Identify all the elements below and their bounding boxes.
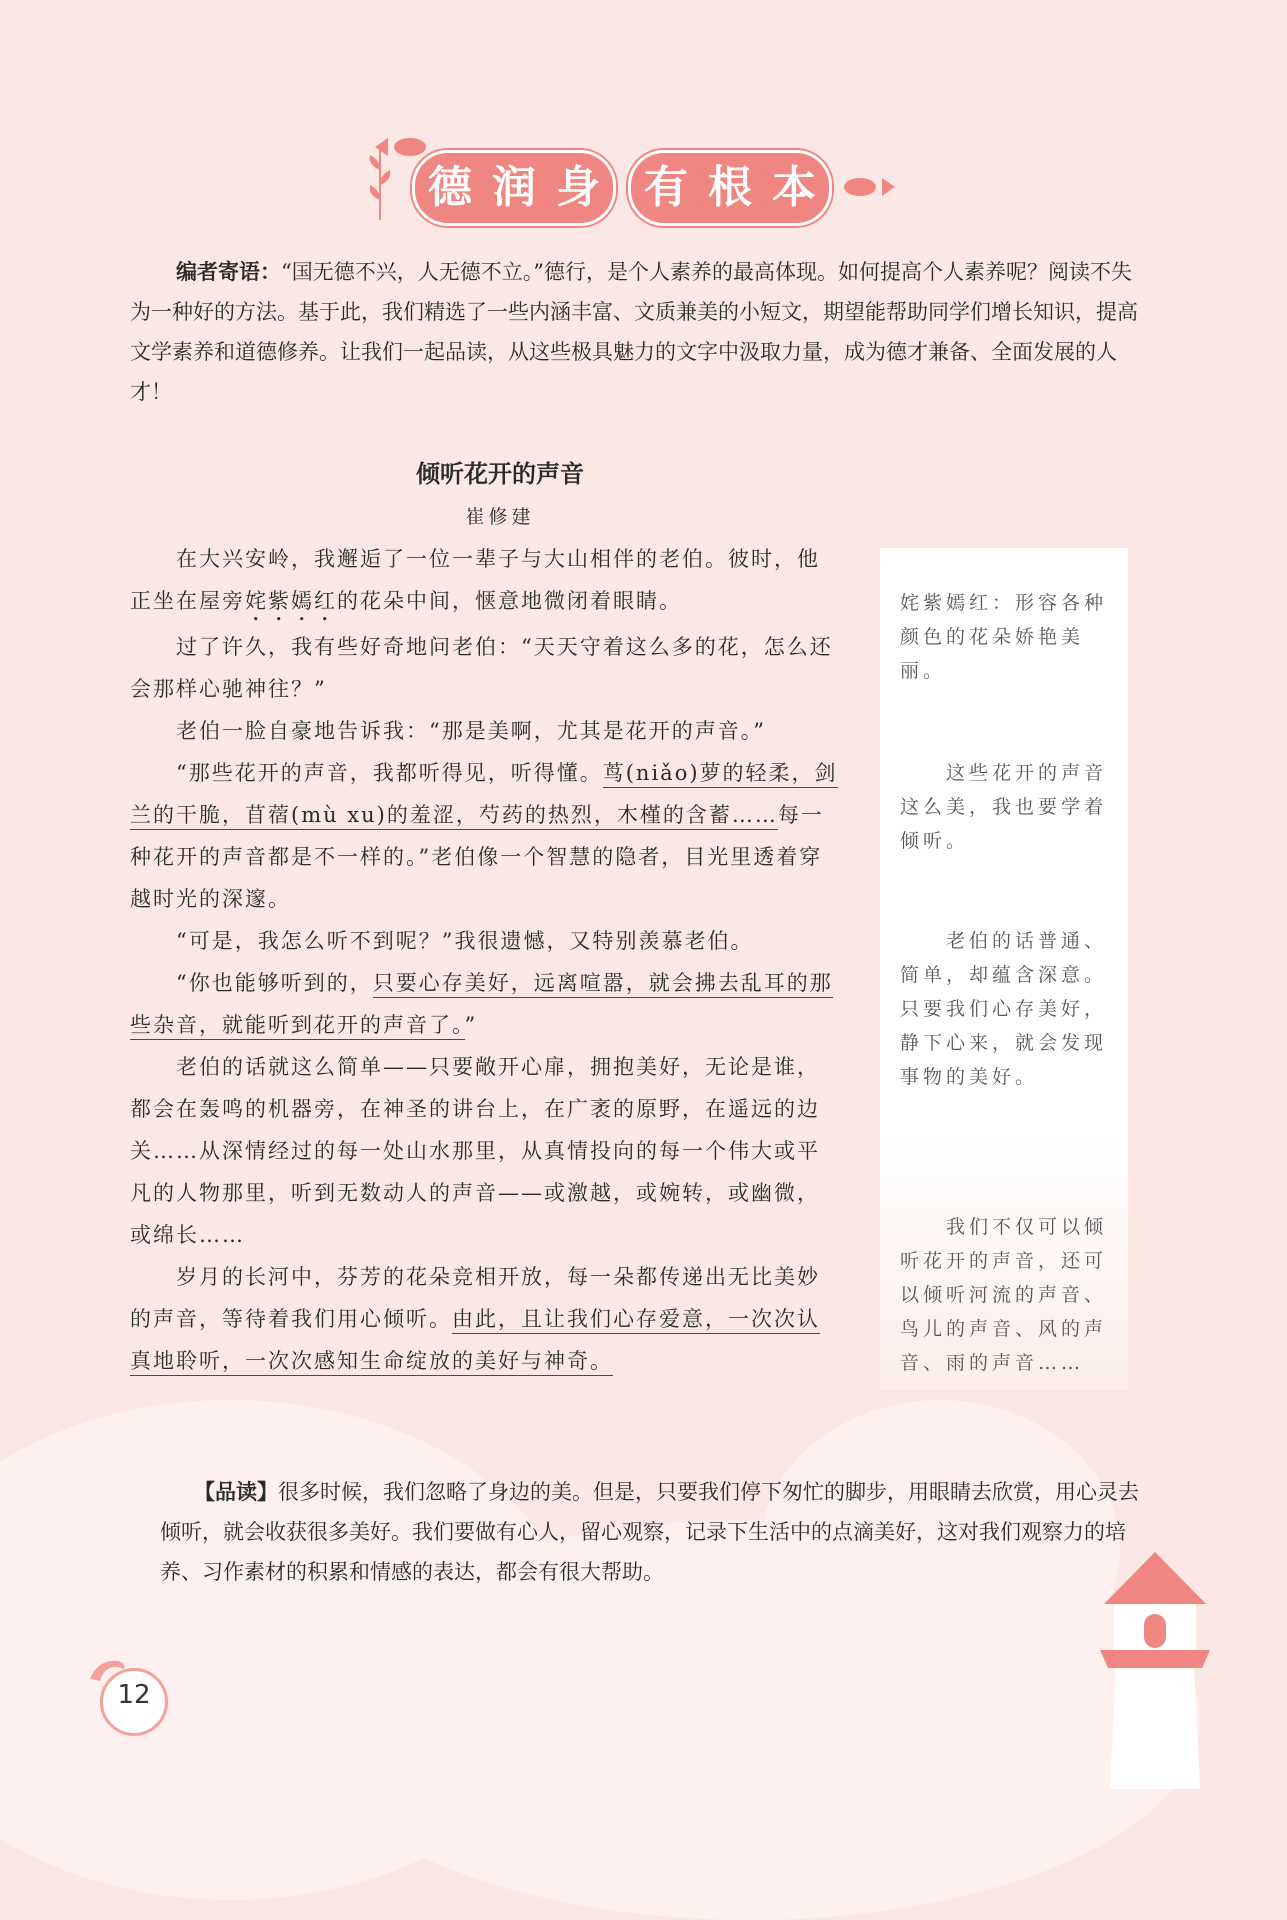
article-title: 倾听花开的声音: [416, 460, 584, 488]
intro-label: 编者寄语：: [176, 260, 281, 284]
banner-char: 德: [415, 153, 485, 223]
banner-char: 根: [695, 153, 765, 223]
article-paragraph: “可是，我怎么听不到呢？”我很遗憾，又特别羡慕老伯。: [176, 929, 754, 953]
sidebar-note: 我们不仅可以倾听花开的声音，还可以倾听河流的声音、鸟儿的声音、风的声音、雨的声音……: [900, 1216, 1108, 1374]
article-paragraph: [130, 752, 840, 920]
article-paragraph: 老伯一脸自豪地告诉我：“那是美啊，尤其是花开的声音。”: [176, 719, 766, 743]
sidebar-note: 姹紫嫣红：形容各种颜色的花朵娇艳美丽。: [900, 592, 1108, 682]
editor-intro: [130, 252, 1140, 412]
banner-char: 有: [631, 153, 701, 223]
lighthouse-icon: [1100, 1552, 1210, 1789]
banner-group-2: [628, 150, 832, 226]
reflection-text: 很多时候，我们忽略了身边的美。但是，只要我们停下匆忙的脚步，用眼睛去欣赏，用心灵去倾听，就会收获很多美好。我们要做有心人，留心观察，记录下生活中的点滴美好，这对我们观察力的培养、习作素材的积累和情感的表达，都会有很大帮助。: [160, 1480, 1139, 1584]
underlined-phrase: 茑(niǎo)萝的轻柔，剑兰的干脆，苜蓿(mù xu)的羞涩，芍药的热烈，木槿的含蓄……: [130, 761, 838, 830]
fish-icon: [370, 132, 430, 162]
paragraph-text: 每一种花开的声音都是不一样的。”老伯像一个智慧的隐者，目光里透着穿越时光的深邃。: [130, 803, 824, 911]
banner-group-1: [412, 150, 616, 226]
page-number: 12: [117, 1680, 151, 1710]
banner-char: 本: [759, 153, 829, 223]
paragraph-text: “那些花开的声音，我都听得见，听得懂。: [176, 761, 603, 785]
article-body: [130, 538, 840, 1382]
paragraph-text: 岁月的长河中，芬芳的花朵竞相开放，每一朵都传递出无比美妙的声音，等待着我们用心倾听。: [130, 1265, 820, 1331]
paragraph-text: 在大兴安岭，我邂逅了一位一辈子与大山相伴的老伯。彼时，他正坐在屋旁: [130, 547, 820, 613]
sidebar-note: 这些花开的声音这么美，我也要学着倾听。: [900, 762, 1108, 852]
underlined-phrase: 只要心存美好，远离喧嚣，就会拂去乱耳的那些杂音，就能听到花开的声音了。: [130, 971, 833, 1040]
reflection-label: 【品读】: [194, 1480, 278, 1504]
paragraph-text: “你也能够听到的，: [176, 971, 373, 995]
annotation-sidebar: [880, 548, 1128, 1390]
intro-text: “国无德不兴，人无德不立。”德行，是个人素养的最高体现。如何提高个人素养呢？阅读不失为一种好的方法。基于此，我们精选了一些内涵丰富、文质兼美的小短文，期望能帮助同学们增长知识，提高文学素养和道德修养。让我们一起品读，从这些极具魅力的文字中汲取力量，成为德才兼备、全面发展的人才！: [130, 260, 1138, 404]
article-paragraph: [130, 962, 840, 1046]
article-paragraph: [130, 1256, 840, 1382]
banner-char: 身: [543, 153, 613, 223]
underlined-phrase: 由此，且让我们心存爱意，一次次认真地聆听，一次次感知生命绽放的美好与神奇。: [130, 1307, 820, 1376]
emphasized-phrase: 姹紫嫣红: [245, 589, 337, 613]
reflection: [160, 1472, 1140, 1592]
sidebar-note: 老伯的话普通、简单，却蕴含深意。只要我们心存美好，静下心来，就会发现事物的美好。: [900, 930, 1108, 1088]
article-author: 崔修建: [465, 506, 535, 528]
header-banner: [0, 130, 1287, 230]
banner-char: 润: [479, 153, 549, 223]
article-paragraph: 过了许久，我有些好奇地问老伯：“天天守着这么多的花，怎么还会那样心驰神往？”: [130, 635, 833, 701]
article-paragraph: [130, 538, 840, 626]
fish-icon: [840, 172, 900, 202]
paragraph-text: ”: [464, 1013, 478, 1037]
paragraph-text: 的花朵中间，惬意地微闭着眼睛。: [337, 589, 682, 613]
article-paragraph: 老伯的话就这么简单——只要敞开心扉，拥抱美好，无论是谁，都会在轰鸣的机器旁，在神圣的讲台上，在广袤的原野，在遥远的边关……从深情经过的每一处山水那里，从真情投向的每一个伟大或平凡的人物那里，听到无数动人的声音——或激越，或婉转，或幽微，或绵长……: [130, 1055, 820, 1247]
